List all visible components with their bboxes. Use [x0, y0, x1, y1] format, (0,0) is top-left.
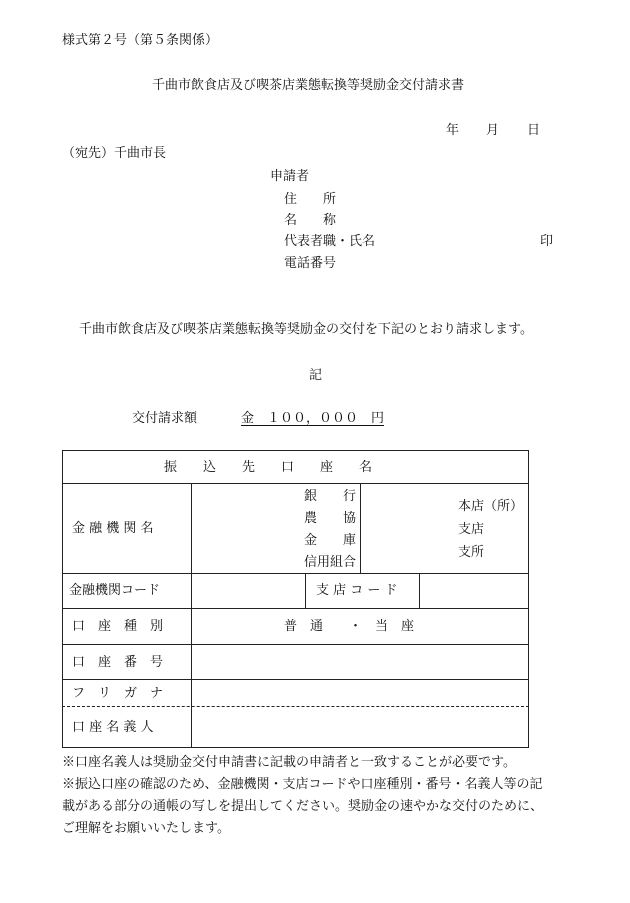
note-line-3: 載がある部分の通帳の写しを提出してください。奨励金の速やかな交付のために、 — [62, 799, 544, 814]
document-title: 千曲市飲食店及び喫茶店業態転換等奨励金交付請求書 — [152, 78, 465, 93]
institution-type-agricultural-coop: 農 協 — [304, 511, 357, 526]
institution-type-credit-union: 信用組合 — [304, 555, 357, 570]
branch-code-label: 支 店 コ ー ド — [316, 583, 398, 598]
date-year-label: 年 — [446, 123, 460, 138]
applicant-name-label: 名 称 — [284, 213, 337, 228]
furigana-label: フ リ ガ ナ — [72, 686, 164, 701]
transfer-account-header: 振 込 先 口 座 名 — [164, 460, 373, 475]
seal-mark: 印 — [540, 234, 554, 249]
date-day-label: 日 — [527, 123, 541, 138]
phone-label: 電話番号 — [284, 256, 337, 271]
request-statement: 千曲市飲食店及び喫茶店業態転換等奨励金の交付を下記のとおり請求します。 — [79, 322, 533, 337]
account-holder-label: 口 座 名 義 人 — [72, 720, 154, 735]
representative-label: 代表者職・氏名 — [284, 234, 376, 249]
note-line-2: ※振込口座の確認のため、金融機関・支店コードや口座種別・番号・名義人等の記 — [62, 777, 543, 792]
amount-label: 交付請求額 — [132, 411, 198, 426]
branch-type-head-office: 本店（所） — [458, 499, 524, 514]
applicant-heading: 申請者 — [270, 169, 310, 184]
institution-type-bank: 銀 行 — [304, 489, 357, 504]
institution-name-label: 金 融 機 関 名 — [72, 521, 154, 536]
addressee: （宛先）千曲市長 — [62, 146, 167, 161]
form-number: 様式第２号（第５条関係） — [62, 33, 219, 48]
ki-mark: 記 — [309, 368, 323, 383]
note-line-1: ※口座名義人は奨励金交付申請書に記載の申請者と一致することが必要です。 — [62, 755, 516, 770]
account-type-options: 普 通 ・ 当 座 — [284, 619, 415, 634]
note-line-4: ご理解をお願いいたします。 — [62, 821, 230, 836]
institution-type-shinkin: 金 庫 — [304, 533, 357, 548]
branch-type-sub-branch: 支所 — [458, 545, 485, 560]
applicant-address-label: 住 所 — [284, 192, 337, 207]
date-month-label: 月 — [486, 123, 500, 138]
account-number-label: 口 座 番 号 — [72, 655, 164, 670]
account-type-label: 口 座 種 別 — [72, 619, 164, 634]
branch-type-branch: 支店 — [458, 522, 485, 537]
institution-code-label: 金融機関コード — [69, 583, 161, 598]
amount-value: 金 １００，０００ 円 — [241, 411, 385, 426]
bank-account-table — [62, 450, 529, 748]
